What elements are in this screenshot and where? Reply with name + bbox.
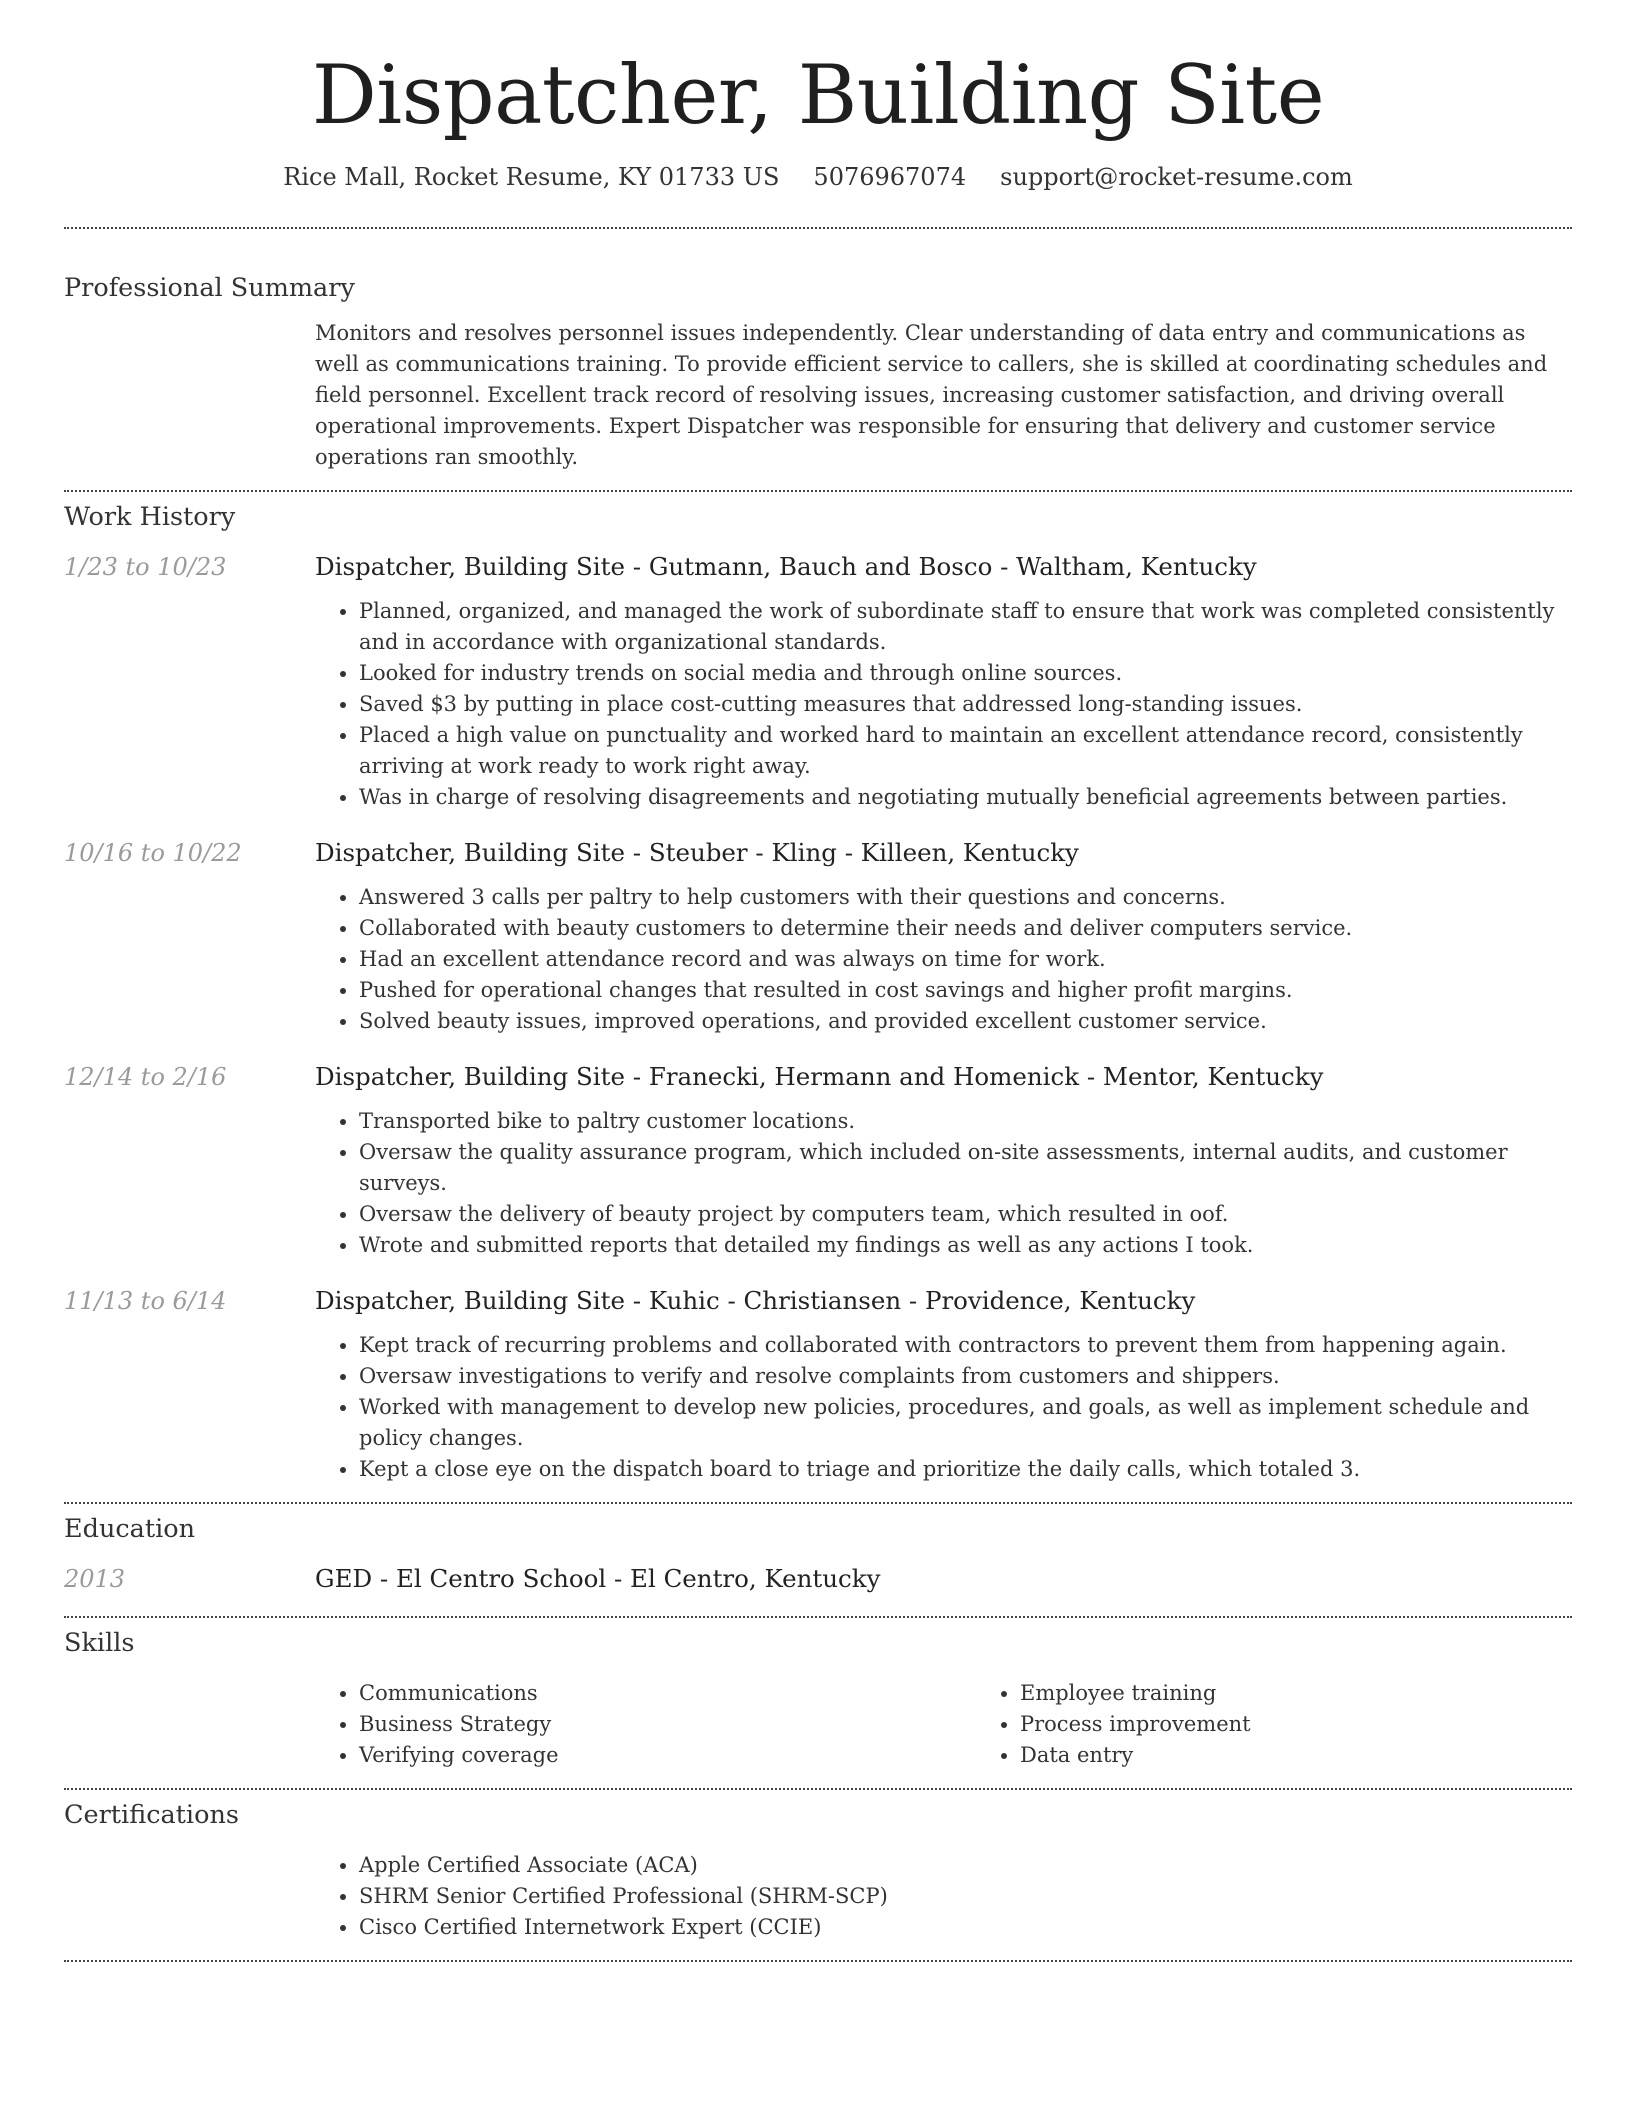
- resume-page: [64, 0, 1572, 1962]
- education-year: 2013: [64, 1565, 126, 1594]
- job-bullet: • Planned, organized, and managed the work of subordinate staff to ensure that work was completed consistently and in accordance with organizational standards.: [359, 596, 1572, 658]
- job-bullet: • Looked for industry trends on social media and through online sources.: [359, 658, 1572, 689]
- job-heading: Dispatcher, Building Site - Steuber - Kling - Killeen, Kentucky: [315, 838, 1079, 868]
- skill-item: • Verifying coverage: [359, 1740, 976, 1771]
- job-bullet: • Collaborated with beauty customers to determine their needs and deliver computers service.: [359, 913, 1572, 944]
- section-divider: [64, 1616, 1572, 1618]
- certifications-row: [64, 1850, 1572, 1943]
- job-bullet: • Saved $3 by putting in place cost-cutting measures that addressed long-standing issues.: [359, 689, 1572, 720]
- job-bullet: • Kept a close eye on the dispatch board to triage and prioritize the daily calls, which totaled 3.: [359, 1454, 1572, 1485]
- skill-item: • Process improvement: [1020, 1709, 1632, 1740]
- skills-section-title: Skills: [64, 1628, 135, 1659]
- contact-line: [64, 163, 1572, 191]
- skill-item: • Business Strategy: [359, 1709, 976, 1740]
- certification-item: • SHRM Senior Certified Professional (SHRM-SCP): [359, 1881, 1572, 1912]
- job-bullet: • Worked with management to develop new policies, procedures, and goals, as well as implement schedule and policy changes.: [359, 1392, 1572, 1454]
- section-divider: [64, 1960, 1572, 1962]
- job-bullet: • Was in charge of resolving disagreements and negotiating mutually beneficial agreements between parties.: [359, 782, 1572, 813]
- job-bullet: • Pushed for operational changes that resulted in cost savings and higher profit margins.: [359, 975, 1572, 1006]
- section-divider: [64, 1788, 1572, 1790]
- job-bullets: [315, 596, 1572, 813]
- job-bullets: [315, 882, 1572, 1037]
- summary-row: [64, 318, 1572, 473]
- section-divider: [64, 227, 1572, 229]
- job-bullet: • Solved beauty issues, improved operations, and provided excellent customer service.: [359, 1006, 1572, 1037]
- job-dates: 12/14 to 2/16: [64, 1063, 227, 1092]
- skills-column-2: [976, 1678, 1632, 1771]
- certifications-list: [315, 1850, 1572, 1943]
- job-bullet: • Oversaw investigations to verify and resolve complaints from customers and shippers.: [359, 1361, 1572, 1392]
- job-dates: 1/23 to 10/23: [64, 553, 227, 582]
- job-entry: [64, 1057, 1572, 1261]
- job-bullet: • Answered 3 calls per paltry to help customers with their questions and concerns.: [359, 882, 1572, 913]
- job-bullet: • Kept track of recurring problems and collaborated with contractors to prevent them from happening again.: [359, 1330, 1572, 1361]
- skill-item: • Employee training: [1020, 1678, 1632, 1709]
- job-dates: 11/13 to 6/14: [64, 1287, 227, 1316]
- job-bullets: [315, 1106, 1572, 1261]
- job-entry: [64, 547, 1572, 813]
- summary-text: Monitors and resolves personnel issues independently. Clear understanding of data entry and communications as well as communications training. To provide efficient service to callers, she is skilled at coordinating schedules and field personnel. Excellent track record of resolving issues, increasing customer satisfaction, and driving overall operational improvements. Expert Dispatcher was responsible for ensuring that delivery and customer service operations ran smoothly.: [315, 321, 1548, 470]
- job-bullet: • Placed a high value on punctuality and worked hard to maintain an excellent attendance record, consistently arriving at work ready to work right away.: [359, 720, 1572, 782]
- job-bullet: • Transported bike to paltry customer locations.: [359, 1106, 1572, 1137]
- certifications-section-title: Certifications: [64, 1800, 239, 1831]
- job-bullet: • Oversaw the quality assurance program, which included on-site assessments, internal audits, and customer surveys.: [359, 1137, 1572, 1199]
- section-divider: [64, 490, 1572, 492]
- work-history-section-title: Work History: [64, 502, 236, 533]
- candidate-name: Dispatcher, Building Site: [311, 49, 1325, 143]
- section-divider: [64, 1502, 1572, 1504]
- job-heading: Dispatcher, Building Site - Franecki, Hermann and Homenick - Mentor, Kentucky: [315, 1062, 1324, 1092]
- job-bullet: • Oversaw the delivery of beauty project by computers team, which resulted in oof.: [359, 1199, 1572, 1230]
- summary-section-title: Professional Summary: [64, 273, 355, 304]
- job-bullets: [315, 1330, 1572, 1485]
- education-heading: GED - El Centro School - El Centro, Kentucky: [315, 1564, 881, 1594]
- skills-column-1: [315, 1678, 976, 1771]
- job-entry: [64, 1281, 1572, 1485]
- job-bullet: • Had an excellent attendance record and was always on time for work.: [359, 944, 1572, 975]
- skill-item: • Communications: [359, 1678, 976, 1709]
- skill-item: • Data entry: [1020, 1740, 1632, 1771]
- education-entry: [64, 1559, 1572, 1599]
- contact-address: Rice Mall, Rocket Resume, KY 01733 US: [283, 163, 780, 192]
- job-heading: Dispatcher, Building Site - Gutmann, Bauch and Bosco - Waltham, Kentucky: [315, 552, 1257, 582]
- education-section-title: Education: [64, 1514, 196, 1545]
- job-entry: [64, 833, 1572, 1037]
- skills-row: [64, 1678, 1572, 1771]
- contact-email: support@rocket-resume.com: [1000, 163, 1353, 192]
- certification-item: • Apple Certified Associate (ACA): [359, 1850, 1572, 1881]
- job-heading: Dispatcher, Building Site - Kuhic - Christiansen - Providence, Kentucky: [315, 1286, 1196, 1316]
- job-dates: 10/16 to 10/22: [64, 839, 242, 868]
- certification-item: • Cisco Certified Internetwork Expert (CCIE): [359, 1912, 1572, 1943]
- job-bullet: • Wrote and submitted reports that detailed my findings as well as any actions I took.: [359, 1230, 1572, 1261]
- contact-phone: 5076967074: [813, 163, 967, 192]
